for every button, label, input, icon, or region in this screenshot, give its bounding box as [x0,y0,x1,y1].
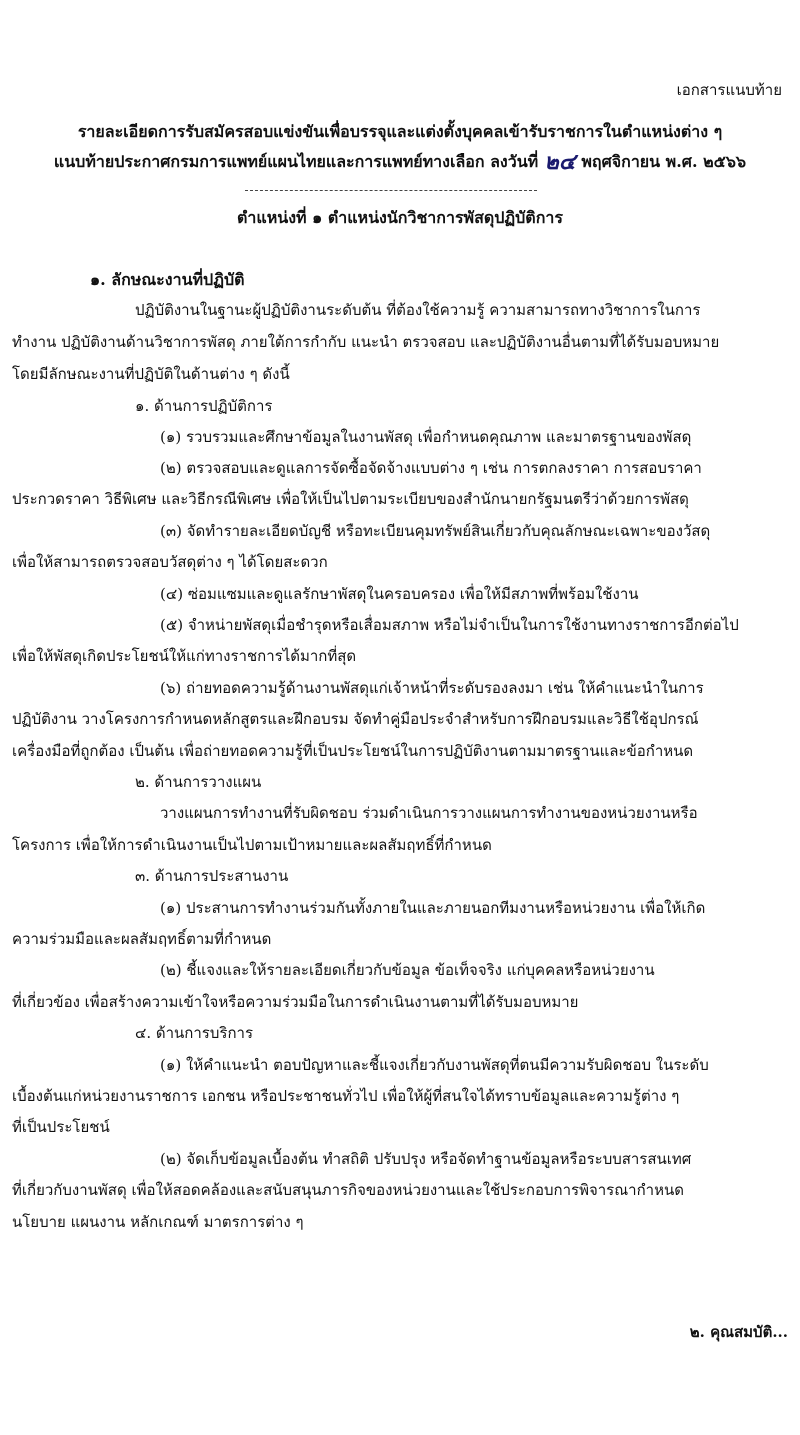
body-line: (๒) ตรวจสอบและดูแลการจัดซื้อจัดจ้างแบบต่าง ๆ เช่น การตกลงราคา การสอบราคา [160,459,702,477]
body-line: นโยบาย แผนงาน หลักเกณฑ์ มาตรการต่าง ๆ [12,1213,304,1231]
handwritten-day: ๒๔ [544,150,576,175]
position-title: ตำแหน่งที่ ๑ ตำแหน่งนักวิชาการพัสดุปฏิบัติการ [237,208,563,227]
title-line-2-suffix: พฤศจิกายน พ.ศ. ๒๕๖๖ [581,152,747,171]
body-line: (๕) จำหน่ายพัสดุเมื่อชำรุดหรือเสื่อมสภาพ หรือไม่จำเป็นในการใช้งานทางราชการอีกต่อไป [160,616,739,634]
body-line: เครื่องมือที่ถูกต้อง เป็นต้น เพื่อถ่ายทอดความรู้ที่เป็นประโยชน์ในการปฏิบัติงานตามมาตรฐานและข้อกำหนด [12,742,694,760]
title-line-2-prefix: แนบท้ายประกาศกรมการแพทย์แผนไทยและการแพทย์ทางเลือก ลงวันที่ [53,152,539,171]
document-title-line-1: รายละเอียดการรับสมัครสอบแข่งขันเพื่อบรรจุและแต่งตั้งบุคคลเข้ารับราชการในตำแหน่งต่าง ๆ [77,122,723,141]
body-line: (๑) ให้คำแนะนำ ตอบปัญหาและชี้แจงเกี่ยวกับงานพัสดุที่ตนมีความรับผิดชอบ ในระดับ [160,1056,709,1074]
title-divider [245,190,537,191]
section-heading: ๑. ลักษณะงานที่ปฏิบัติ [90,270,245,289]
body-line: (๓) จัดทำรายละเอียดบัญชี หรือทะเบียนคุมทรัพย์สินเกี่ยวกับคุณลักษณะเฉพาะของวัสดุ [160,522,711,540]
subsection-heading: ๓. ด้านการประสานงาน [135,867,289,885]
body-line: ความร่วมมือและผลสัมฤทธิ์ตามที่กำหนด [12,930,272,948]
subsection-heading: ๔. ด้านการบริการ [135,1024,254,1042]
body-line: วางแผนการทำงานที่รับผิดชอบ ร่วมดำเนินการวางแผนการทำงานของหน่วยงานหรือ [160,804,698,822]
body-line: โดยมีลักษณะงานที่ปฏิบัติในด้านต่าง ๆ ดังนี้ [12,365,290,383]
body-line: (๒) จัดเก็บข้อมูลเบื้องต้น ทำสถิติ ปรับปรุง หรือจัดทำฐานข้อมูลหรือระบบสารสนเทศ [160,1150,692,1168]
body-line: เพื่อให้พัสดุเกิดประโยชน์ให้แก่ทางราชการได้มากที่สุด [12,647,357,665]
body-line: ทำงาน ปฏิบัติงานด้านวิชาการพัสดุ ภายใต้การกำกับ แนะนำ ตรวจสอบ และปฏิบัติงานอื่นตามที่ได้รับมอบหมาย [12,333,720,351]
body-line: ที่เป็นประโยชน์ [12,1118,110,1136]
continuation-note: ๒. คุณสมบัติ... [689,1323,788,1341]
document-title-line-2 [0,152,800,173]
body-line: (๒) ชี้แจงและให้รายละเอียดเกี่ยวกับข้อมูล ข้อเท็จจริง แก่บุคคลหรือหน่วยงาน [160,961,655,979]
body-line: ปฏิบัติงานในฐานะผู้ปฏิบัติงานระดับต้น ที่ต้องใช้ความรู้ ความสามารถทางวิชาการในการ [135,301,701,319]
body-line: ที่เกี่ยวกับงานพัสดุ เพื่อให้สอดคล้องและสนับสนุนภารกิจของหน่วยงานและใช้ประกอบการพิจารณากำหนด [12,1181,684,1199]
body-line: (๑) ประสานการทำงานร่วมกันทั้งภายในและภายนอกทีมงานหรือหน่วยงาน เพื่อให้เกิด [160,899,706,917]
body-line: ปฏิบัติงาน วางโครงการกำหนดหลักสูตรและฝึกอบรม จัดทำคู่มือประจำสำหรับการฝึกอบรมและวิธีใช้อุปกรณ์ [12,710,699,728]
body-line: (๑) รวบรวมและศึกษาข้อมูลในงานพัสดุ เพื่อกำหนดคุณภาพ และมาตรฐานของพัสดุ [160,428,692,446]
body-line: ประกวดราคา วิธีพิเศษ และวิธีกรณีพิเศษ เพื่อให้เป็นไปตามระเบียบของสำนักนายกรัฐมนตรีว่าด้วยการพัสดุ [12,490,689,508]
body-line: เพื่อให้สามารถตรวจสอบวัสดุต่าง ๆ ได้โดยสะดวก [12,553,328,571]
body-line: เบื้องต้นแก่หน่วยงานราชการ เอกชน หรือประชาชนทั่วไป เพื่อให้ผู้ที่สนใจได้ทราบข้อมูลและความรู้ต่าง ๆ [12,1087,680,1105]
body-line: (๖) ถ่ายทอดความรู้ด้านงานพัสดุแก่เจ้าหน้าที่ระดับรองลงมา เช่น ให้คำแนะนำในการ [160,679,704,697]
attachment-label: เอกสารแนบท้าย [676,81,782,99]
body-line: ที่เกี่ยวข้อง เพื่อสร้างความเข้าใจหรือความร่วมมือในการดำเนินงานตามที่ได้รับมอบหมาย [12,993,579,1011]
body-line: (๔) ซ่อมแซมและดูแลรักษาพัสดุในครอบครอง เพื่อให้มีสภาพที่พร้อมใช้งาน [160,585,639,603]
body-line: โครงการ เพื่อให้การดำเนินงานเป็นไปตามเป้าหมายและผลสัมฤทธิ์ที่กำหนด [12,836,492,854]
subsection-heading: ๒. ด้านการวางแผน [135,773,262,791]
subsection-heading: ๑. ด้านการปฏิบัติการ [135,397,273,415]
